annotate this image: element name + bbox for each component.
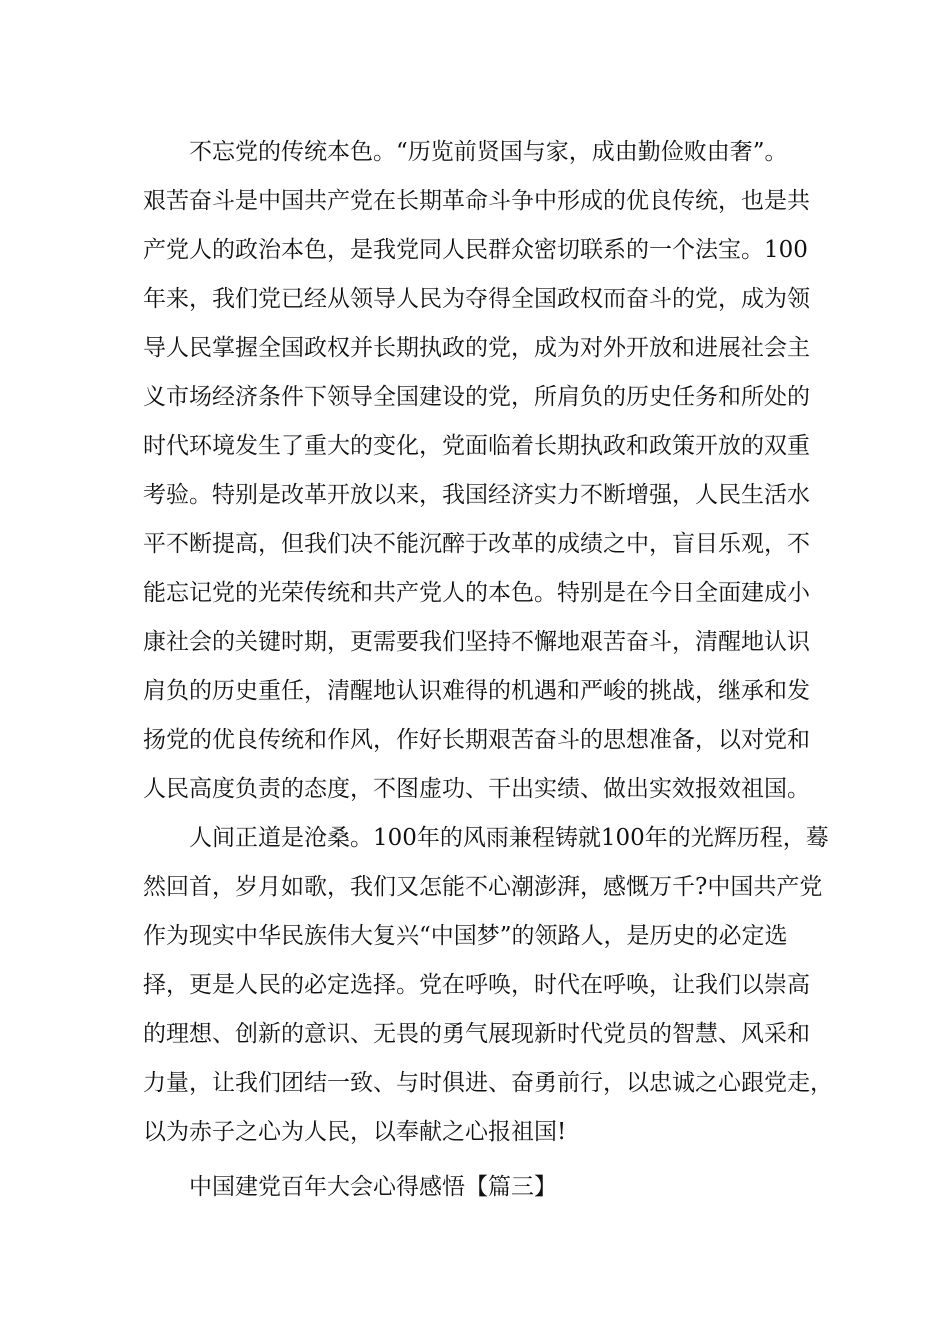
paragraph-line: 肩负的历史重任，清醒地认识难得的机遇和严峻的挑战，继承和发 [143, 678, 810, 704]
paragraph-line: 扬党的优良传统和作风，作好长期艰苦奋斗的思想准备，以对党和 [143, 727, 810, 753]
paragraph-2 [143, 814, 833, 1157]
paragraph-line: 年来，我们党已经从领导人民为夺得全国政权而奋斗的党，成为领 [143, 286, 810, 312]
paragraph-line: 艰苦奋斗是中国共产党在长期革命斗争中形成的优良传统，也是共 [143, 188, 810, 214]
paragraph-line: 人间正道是沧桑。100年的风雨兼程铸就100年的光辉历程，蓦 [143, 825, 829, 851]
paragraph-line: 力量，让我们团结一致、与时俱进、奋勇前行，以忠诚之心跟党走， [143, 1070, 833, 1096]
paragraph-line: 产党人的政治本色，是我党同人民群众密切联系的一个法宝。100 [143, 237, 808, 263]
paragraph-line: 然回首，岁月如歌，我们又怎能不心潮澎湃，感慨万千?中国共产党 [143, 874, 823, 900]
paragraph-line: 的理想、创新的意识、无畏的勇气展现新时代党员的智慧、风采和 [143, 1021, 810, 1047]
paragraph-line: 以为赤子之心为人民，以奉献之心报祖国! [143, 1119, 567, 1145]
paragraph-line: 作为现实中华民族伟大复兴“中国梦”的领路人，是历史的必定选 [143, 923, 788, 949]
paragraph-line: 能忘记党的光荣传统和共产党人的本色。特别是在今日全面建成小 [143, 580, 810, 606]
paragraph-line: 康社会的关键时期，更需要我们坚持不懈地艰苦奋斗，清醒地认识 [143, 629, 810, 655]
paragraph-line: 择，更是人民的必定选择。党在呼唤，时代在呼唤，让我们以崇高 [143, 972, 810, 998]
section-heading: 中国建党百年大会心得感悟【篇三】 [189, 1174, 557, 1200]
paragraph-line: 平不断提高，但我们决不能沉醉于改革的成绩之中，盲目乐观，不 [143, 531, 810, 557]
document-body [143, 128, 833, 1212]
paragraph-line: 不忘党的传统本色。“历览前贤国与家，成由勤俭败由奢”。 [143, 139, 788, 165]
paragraph-line: 义市场经济条件下领导全国建设的党，所肩负的历史任务和所处的 [143, 384, 810, 410]
paragraph-line: 导人民掌握全国政权并长期执政的党，成为对外开放和进展社会主 [143, 335, 810, 361]
paragraph-line: 人民高度负责的态度，不图虚功、干出实绩、做出实效报效祖国。 [143, 776, 810, 802]
paragraph-line: 时代环境发生了重大的变化，党面临着长期执政和政策开放的双重 [143, 433, 810, 459]
paragraph-line: 考验。特别是改革开放以来，我国经济实力不断增强，人民生活水 [143, 482, 810, 508]
paragraph-1 [143, 128, 823, 814]
